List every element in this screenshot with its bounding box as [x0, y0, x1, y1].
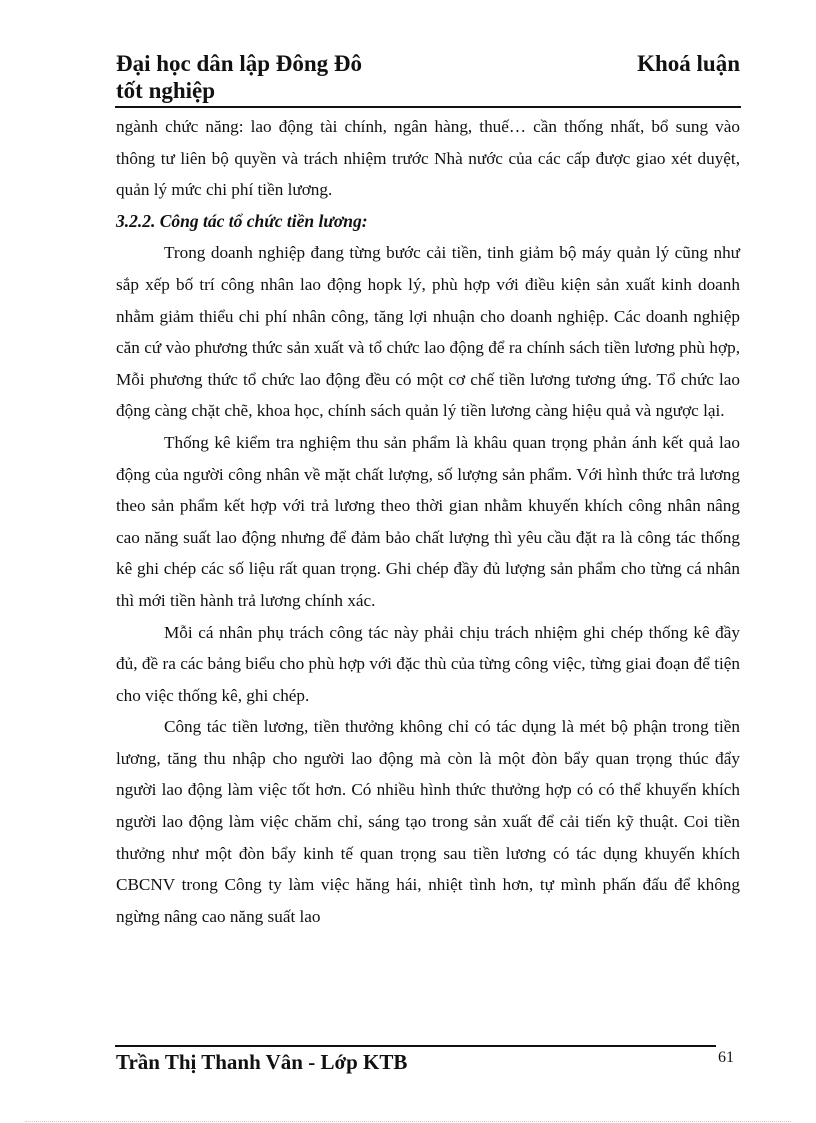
header-thesis-continuation: tốt nghiệp: [116, 78, 216, 103]
paragraph: Công tác tiền lương, tiền thưởng không chỉ có tác dụng là mét bộ phận trong tiền lương, tăng thu nhập cho người lao động mà còn là một đòn bẩy quan trọng thúc đẩy người lao động làm việc tốt hơn. Có nhiều hình thức thưởng hợp có có thể khuyến khích người lao động làm việc chăm chỉ, sáng tạo trong sản xuất để cải tiến kỹ thuật. Coi tiền thưởng như một đòn bẩy kinh tế quan trọng sau tiền lương có tác dụng khuyến khích CBCNV trong Công ty làm việc hăng hái, nhiệt tình hơn, tự mình phấn đấu để không ngừng nâng cao năng suất lao: [116, 717, 740, 926]
header-university: Đại học dân lập Đông Đô: [116, 51, 363, 76]
paragraph: Trong doanh nghiệp đang từng bước cải tiền, tinh giảm bộ máy quản lý cũng như sắp xếp bố trí công nhân lao động hopk lý, phù hợp với điều kiện sản xuất kinh doanh nhằm giảm thiểu chi phí nhân công, tăng lợi nhuận cho doanh nghiệp. Các doanh nghiệp căn cứ vào phương thức sản xuất và tổ chức lao động để ra chính sách tiền lương phù hợp, Mỗi phương thức tổ chức lao động đều có một cơ chế tiền lương tương ứng. Tổ chức lao động càng chặt chẽ, khoa học, chính sách quản lý tiền lương càng hiệu quả và ngược lại.: [116, 243, 740, 421]
paragraph: Thống kê kiểm tra nghiệm thu sản phẩm là khâu quan trọng phản ánh kết quả lao động của người công nhân về mặt chất lượng, số lượng sản phẩm. Với hình thức trả lương theo sản phẩm kết hợp với trả lương theo thời gian nhằm khuyến khích công nhân nâng cao năng suất lao động nhưng để đảm bảo chất lượng thì yêu cầu đặt ra là công tác thống kê ghi chép các số liệu rất quan trọng. Ghi chép đầy đủ lượng sản phẩm cho từng cá nhân thì mới tiền hành trả lương chính xác.: [116, 432, 740, 610]
page-number: 61: [718, 1049, 734, 1066]
header-title-row: [116, 50, 740, 77]
header-thesis-label: Khoá luận: [637, 51, 740, 76]
header-divider: [115, 106, 741, 108]
page-header: [116, 50, 740, 104]
section-heading: 3.2.2. Công tác tổ chức tiền lương:: [116, 210, 368, 231]
paragraph: Mỗi cá nhân phụ trách công tác này phải chịu trách nhiệm ghi chép thống kê đầy đủ, đề ra các bảng biểu cho phù hợp với đặc thù của từng công việc, từng giai đoạn để tiện cho việc thống kê, ghi chép.: [116, 622, 740, 705]
footer-author: Trần Thị Thanh Vân - Lớp KTB: [116, 1050, 408, 1074]
footer-divider: [115, 1045, 716, 1047]
paragraph-continued: ngành chức năng: lao động tài chính, ngân hàng, thuế… cần thống nhất, bổ sung vào thông tư liên bộ quyền và trách nhiệm trước Nhà nước của các cấp được giao xét duyệt, quản lý mức chi phí tiền lương.: [116, 117, 740, 200]
page-bottom-edge: [25, 1121, 791, 1122]
page-body: [116, 111, 740, 932]
